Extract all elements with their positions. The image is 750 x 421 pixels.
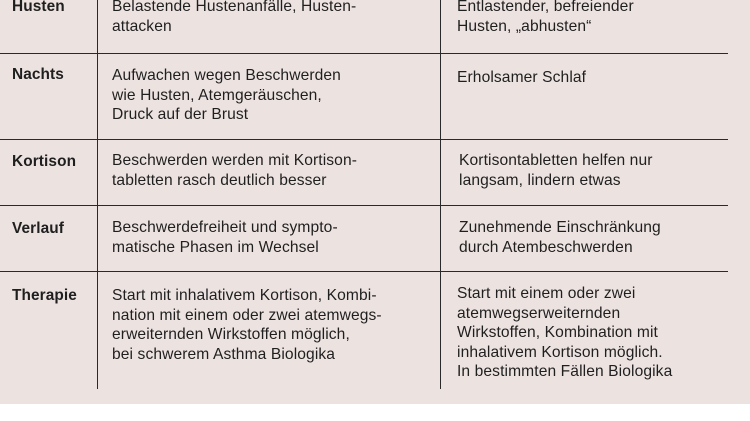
row-label-husten: Husten: [12, 0, 65, 15]
cell-asthma-nachts: Aufwachen wegen Beschwerden wie Husten, Atemgeräuschen, Druck auf der Brust: [112, 67, 341, 123]
cell-copd-therapie: Start mit einem oder zwei atemwegserweiternden Wirkstoffen, Kombination mit inhalativem Kortison möglich. In bestimmten Fällen Biologika: [457, 285, 673, 380]
row-label-kortison: Kortison: [12, 153, 77, 170]
row-label-nachts: Nachts: [12, 66, 64, 83]
row-separator: [0, 271, 728, 272]
column-divider-right: [440, 0, 441, 389]
cell-asthma-husten: Belastende Hustenanfälle, Husten- attacken: [112, 0, 357, 35]
cell-asthma-therapie: Start mit inhalativem Kortison, Kombi- nation mit einem oder zwei atemwegs- erweiternden Wirkstoffen möglich, bei schwerem Asthma Biologika: [112, 287, 382, 363]
cell-copd-kortison: Kortisontabletten helfen nur langsam, lindern etwas: [459, 152, 653, 189]
cell-copd-verlauf: Zunehmende Einschränkung durch Atembeschwerden: [459, 219, 661, 256]
row-separator: [0, 53, 728, 54]
row-label-verlauf: Verlauf: [12, 220, 65, 237]
cell-asthma-kortison: Beschwerden werden mit Kortison- tabletten rasch deutlich besser: [112, 152, 358, 189]
row-separator: [0, 205, 728, 206]
cell-copd-husten: Entlastender, befreiender Husten, „abhusten“: [457, 0, 634, 35]
row-separator: [0, 139, 728, 140]
cell-asthma-verlauf: Beschwerdefreiheit und sympto- matische Phasen im Wechsel: [112, 219, 338, 256]
row-label-therapie: Therapie: [12, 287, 77, 304]
column-divider-left: [97, 0, 98, 389]
cell-copd-nachts: Erholsamer Schlaf: [457, 69, 587, 86]
